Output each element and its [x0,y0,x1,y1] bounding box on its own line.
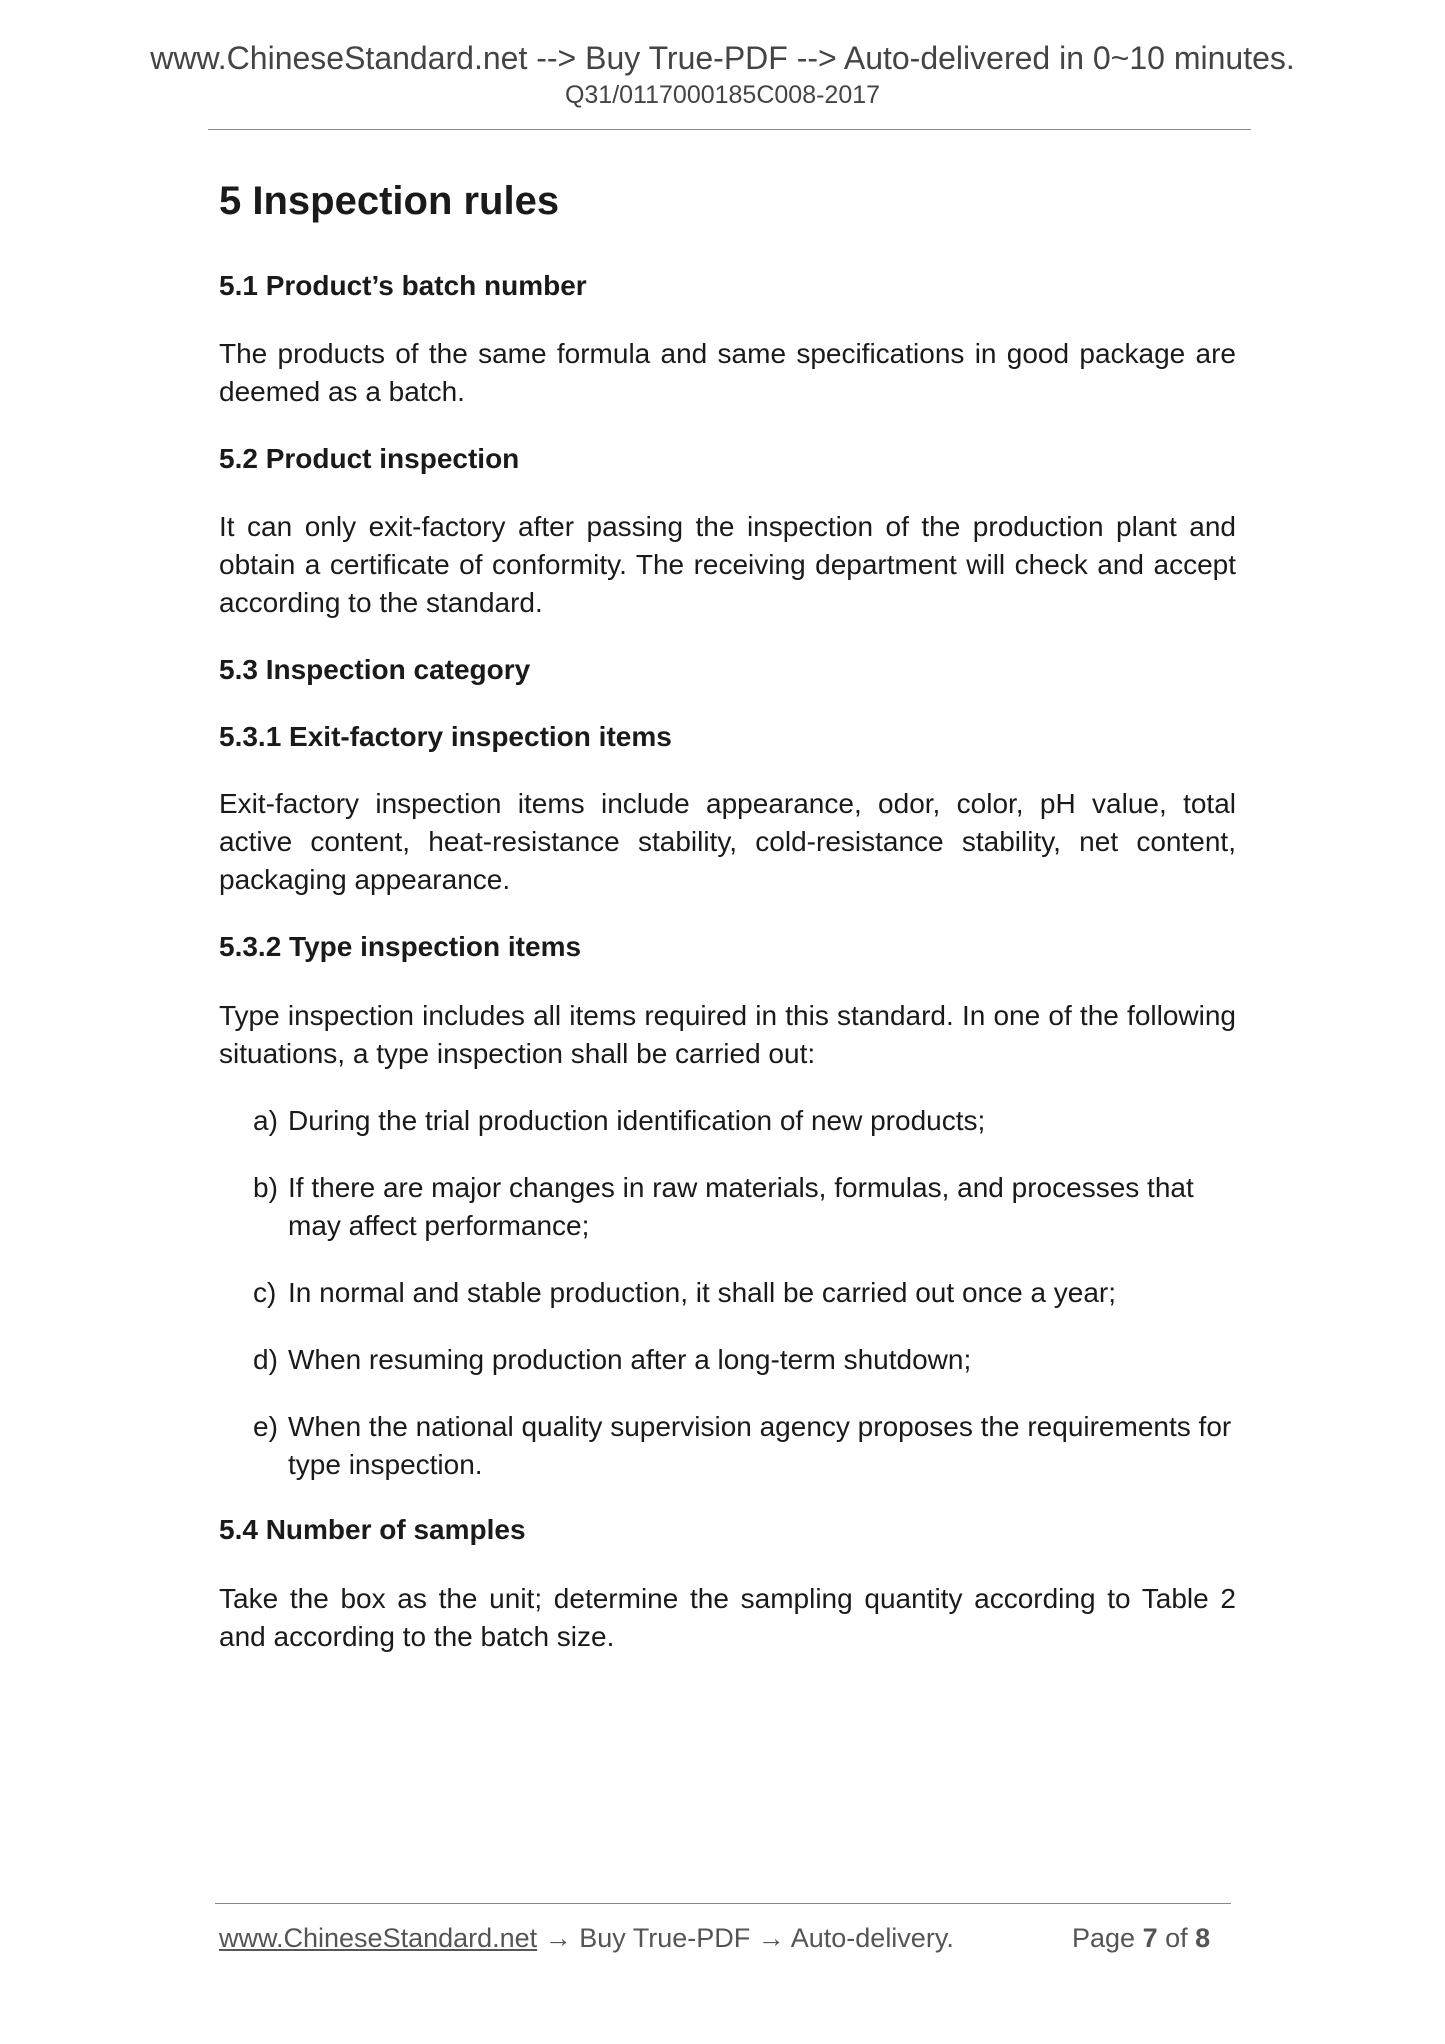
heading-5-3-1: 5.3.1 Exit-factory inspection items [219,721,672,752]
list-item [253,1408,1236,1484]
heading-5-3-2: 5.3.2 Type inspection items [219,931,582,962]
footer-promo [219,1921,954,1955]
list-item-text: During the trial production identification of new products; [288,1105,986,1136]
footer-link[interactable]: www.ChineseStandard.net [219,1923,538,1953]
list-item [253,1341,1236,1379]
of-label: of [1165,1923,1188,1953]
list-item [253,1169,1236,1245]
paragraph-5-2: It can only exit-factory after passing the inspection of the production plant and obtain a certificate of conformity. The receiving department will check and accept according to the standard. [219,511,1236,618]
list-marker: a) [253,1105,278,1136]
list-item-text: When the national quality supervision agency proposes the requirements for type inspection. [288,1411,1232,1480]
document-code: Q31/0117000185C008-2017 [564,81,881,109]
heading-5-1: 5.1 Product’s batch number [219,270,587,301]
paragraph-5-3-1: Exit-factory inspection items include appearance, odor, color, pH value, total active content, heat-resistance stability, cold-resistance stability, net content, packaging appearance. [219,788,1236,895]
section-title: 5 Inspection rules [219,179,560,223]
page-indicator [1072,1921,1210,1955]
paragraph-5-1: The products of the same formula and same specifications in good package are deemed as a batch. [219,338,1236,407]
footer-promo-text: → Buy True-PDF → Auto-delivery. [537,1923,954,1953]
list-item-text: If there are major changes in raw materials, formulas, and processes that may affect performance; [288,1172,1194,1241]
list-marker: b) [253,1172,278,1203]
heading-5-4: 5.4 Number of samples [219,1514,526,1545]
paragraph-5-3-2: Type inspection includes all items required in this standard. In one of the following situations, a type inspection shall be carried out: [219,1000,1236,1069]
paragraph-5-4: Take the box as the unit; determine the sampling quantity according to Table 2 and according to the batch size. [219,1583,1236,1652]
heading-5-3: 5.3 Inspection category [219,654,531,685]
footer-divider [215,1903,1231,1904]
list-item-text: In normal and stable production, it shall be carried out once a year; [288,1277,1117,1308]
list-marker: c) [253,1277,277,1308]
page-label: Page [1072,1923,1136,1953]
list-marker: d) [253,1344,278,1375]
page-current: 7 [1142,1923,1158,1953]
list-marker: e) [253,1411,278,1442]
header-banner: www.ChineseStandard.net --> Buy True-PDF --> Auto-delivered in 0~10 minutes. [150,40,1295,76]
list-item [253,1102,1236,1140]
header-divider [208,129,1251,130]
list-item-text: When resuming production after a long-term shutdown; [288,1344,972,1375]
list-item [253,1274,1236,1312]
heading-5-2: 5.2 Product inspection [219,443,520,474]
page-total: 8 [1195,1923,1211,1953]
